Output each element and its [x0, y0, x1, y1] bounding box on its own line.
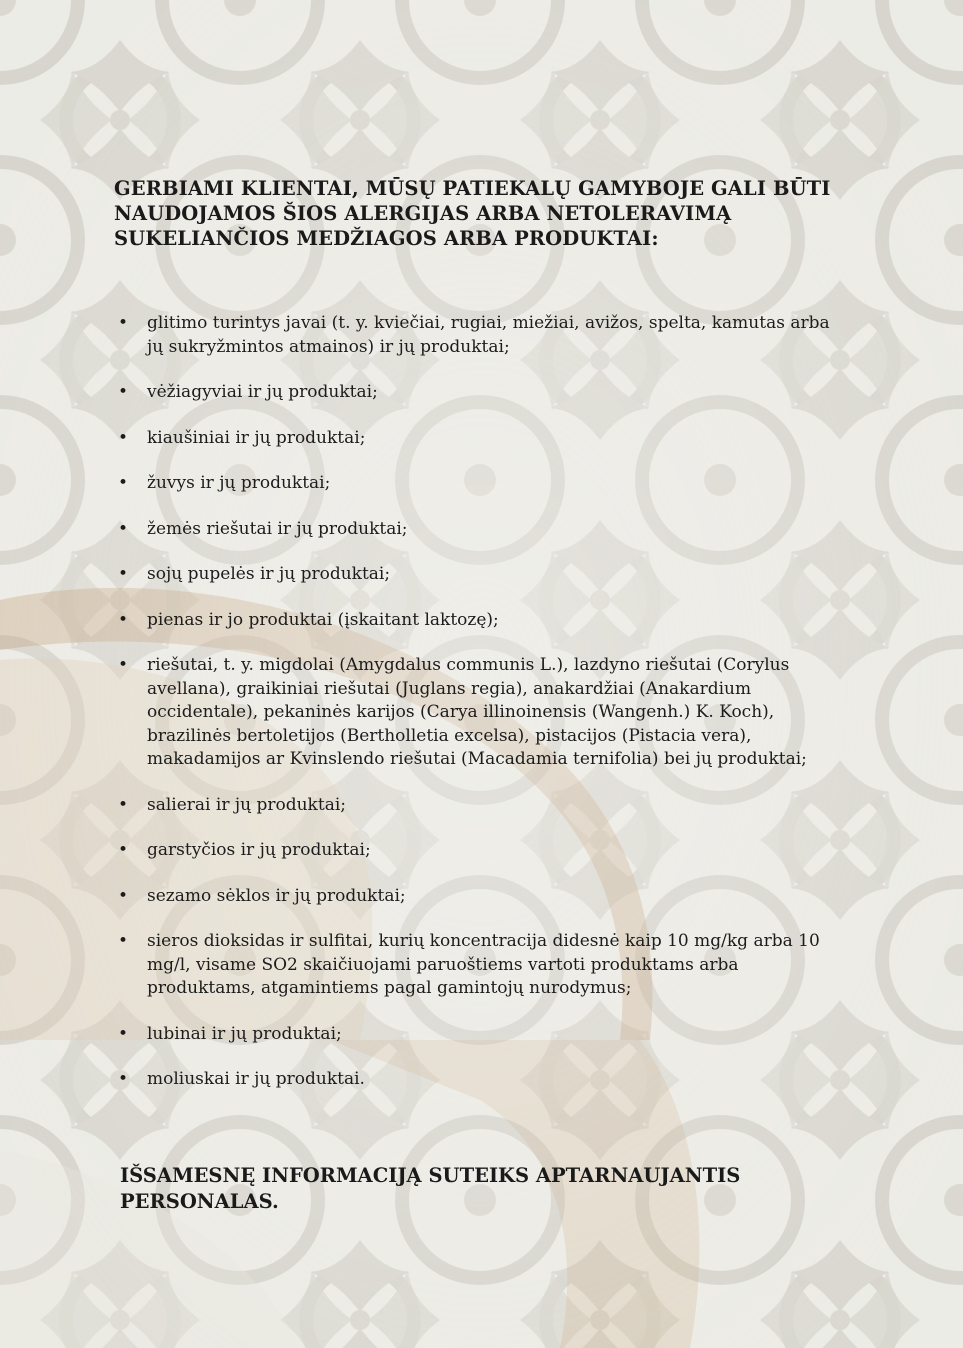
bullet: • — [118, 518, 129, 539]
bullet: • — [118, 1069, 129, 1089]
list-item — [118, 518, 838, 542]
list-item-text: sojų pupelės ir jų produktai; — [147, 564, 391, 584]
bullet: • — [118, 564, 129, 584]
list-item-text: vėžiagyviai ir jų produktai; — [147, 382, 378, 402]
list-item — [118, 609, 838, 633]
list-item — [118, 472, 838, 496]
bullet: • — [118, 382, 129, 402]
notice-title: GERBIAMI KLIENTAI, MŪSŲ PATIEKALŲ GAMYBOJE GALI BŪTI NAUDOJAMOS ŠIOS ALERGIJAS ARBA NETOLERAVIMĄ SUKELIANČIOS MEDŽIAGOS ARBA PRODUKTAI: — [114, 177, 831, 250]
list-item-text: žuvys ir jų produktai; — [147, 473, 331, 493]
list-item — [118, 312, 838, 359]
list-item — [118, 1023, 838, 1047]
bullet: • — [118, 473, 129, 493]
list-item — [118, 794, 838, 818]
list-item — [118, 563, 838, 587]
list-item-text: glitimo turintys javai (t. y. kviečiai, rugiai, miežiai, avižos, spelta, kamutas arba jų sukryžmintos atmainos) ir jų produktai; — [147, 313, 830, 357]
bullet: • — [118, 655, 129, 675]
list-item-text: kiaušiniai ir jų produktai; — [147, 427, 366, 448]
bullet: • — [118, 1023, 129, 1044]
list-item — [118, 885, 838, 909]
list-item-text: sezamo sėklos ir jų produktai; — [147, 885, 406, 906]
list-item — [118, 1068, 838, 1092]
list-item — [118, 930, 838, 1001]
allergen-list — [118, 312, 838, 1114]
bullet: • — [118, 885, 129, 906]
list-item-text: riešutai, t. y. migdolai (Amygdalus communis L.), lazdyno riešutai (Corylus avellana), graikiniai riešutai (Juglans regia), anakardžiai (Anakardium occidentale), pekaninės karijos (Carya illinoinensis (Wangenh.) K. Koch), brazilinės bertoletijos (Bertholletia excelsa), pistacijos (Pistacia vera), makadamijos ar Kvinslendo riešutai (Macadamia ternifolia) bei jų produktai; — [147, 655, 807, 769]
bullet: • — [118, 609, 129, 630]
list-item-text: žemės riešutai ir jų produktai; — [147, 518, 408, 539]
list-item-text: lubinai ir jų produktai; — [147, 1023, 342, 1044]
list-item-text: moliuskai ir jų produktai. — [147, 1069, 365, 1089]
bullet: • — [118, 313, 129, 333]
list-item-text: salierai ir jų produktai; — [147, 794, 346, 815]
list-item-text: pienas ir jo produktai (įskaitant laktozę); — [147, 609, 499, 630]
list-item-text: garstyčios ir jų produktai; — [147, 840, 371, 860]
bullet: • — [118, 840, 129, 860]
list-item-text: sieros dioksidas ir sulfitai, kurių koncentracija didesnė kaip 10 mg/kg arba 10 mg/l, visame SO2 skaičiuojami paruoštiems vartoti produktams arba produktams, atgamintiems pagal gamintojų nurodymus; — [147, 931, 820, 998]
bullet: • — [118, 794, 129, 815]
bullet: • — [118, 931, 129, 951]
list-item — [118, 654, 838, 772]
bullet: • — [118, 427, 129, 448]
footer-note: IŠSAMESNĘ INFORMACIJĄ SUTEIKS APTARNAUJANTIS PERSONALAS. — [120, 1164, 741, 1213]
list-item — [118, 381, 838, 405]
list-item — [118, 839, 838, 863]
list-item — [118, 427, 838, 451]
